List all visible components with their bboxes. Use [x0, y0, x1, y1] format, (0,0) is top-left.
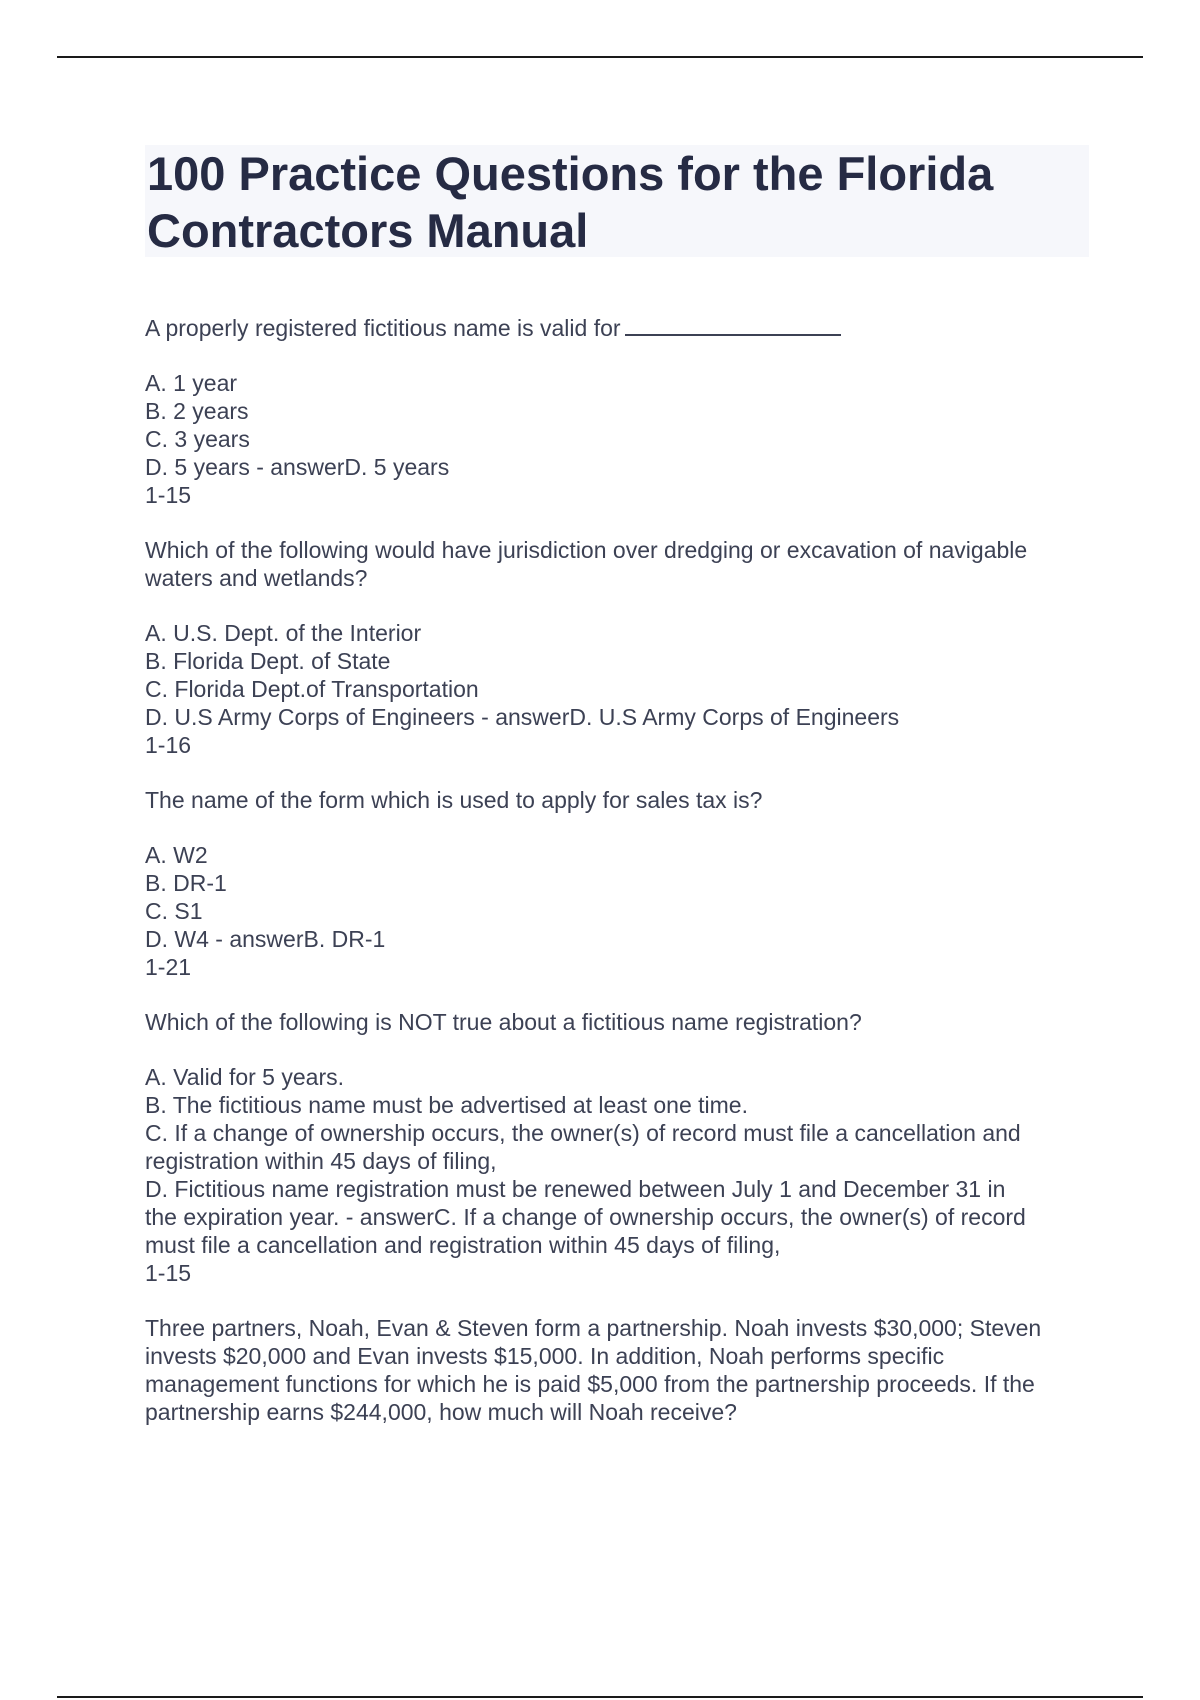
question-3-option-c: C. S1 — [145, 898, 203, 924]
question-1-option-c: C. 3 years — [145, 426, 250, 452]
question-1-option-b: B. 2 years — [145, 398, 249, 424]
question-3 — [145, 786, 1095, 981]
question-4-option-line-5: D. Fictitious name registration must be renewed between July 1 and December 31 in — [145, 1176, 1006, 1202]
question-3-stem: The name of the form which is used to apply for sales tax is? — [145, 787, 763, 813]
question-1-ref: 1-15 — [145, 482, 192, 508]
page-title: 100 Practice Questions for the Florida Contractors Manual — [147, 147, 994, 257]
question-3-option-d: D. W4 - answerB. DR-1 — [145, 926, 386, 952]
question-4-ref: 1-15 — [145, 1260, 192, 1286]
question-1 — [145, 312, 1095, 509]
question-5-stem-line-3: management functions for which he is paid $5,000 from the partnership proceeds. If the — [145, 1371, 1035, 1397]
question-2-option-a: A. U.S. Dept. of the Interior — [145, 620, 422, 646]
title-block — [145, 145, 1089, 257]
question-2-stem-line-2: waters and wetlands? — [145, 565, 368, 591]
question-4 — [145, 1008, 1095, 1287]
question-4-option-line-2: B. The fictitious name must be advertised at least one time. — [145, 1092, 748, 1118]
question-1-stem: A properly registered fictitious name is valid for — [145, 312, 1095, 342]
top-rule — [57, 56, 1143, 58]
question-4-option-line-7: must file a cancellation and registration within 45 days of filing, — [145, 1232, 781, 1258]
question-4-option-line-1: A. Valid for 5 years. — [145, 1064, 344, 1090]
answer-blank — [625, 312, 841, 336]
question-2-ref: 1-16 — [145, 732, 192, 758]
question-2-option-b: B. Florida Dept. of State — [145, 648, 391, 674]
question-4-option-line-6: the expiration year. - answerC. If a change of ownership occurs, the owner(s) of record — [145, 1204, 1026, 1230]
question-2-option-d: D. U.S Army Corps of Engineers - answerD. U.S Army Corps of Engineers — [145, 704, 900, 730]
question-3-option-a: A. W2 — [145, 842, 208, 868]
question-5-stem-line-1: Three partners, Noah, Evan & Steven form a partnership. Noah invests $30,000; Steven — [145, 1315, 1042, 1341]
question-2 — [145, 536, 1095, 759]
question-1-option-d: D. 5 years - answerD. 5 years — [145, 454, 450, 480]
question-3-option-b: B. DR-1 — [145, 870, 227, 896]
question-1-option-a: A. 1 year — [145, 370, 238, 396]
document-body — [145, 312, 1095, 1453]
question-5 — [145, 1314, 1095, 1426]
bottom-rule — [57, 1696, 1143, 1698]
question-3-ref: 1-21 — [145, 954, 192, 980]
question-4-stem: Which of the following is NOT true about a fictitious name registration? — [145, 1009, 862, 1035]
question-5-stem-line-4: partnership earns $244,000, how much will Noah receive? — [145, 1399, 737, 1425]
question-2-stem-line-1: Which of the following would have jurisdiction over dredging or excavation of navigable — [145, 537, 1028, 563]
question-5-stem-line-2: invests $20,000 and Evan invests $15,000. In addition, Noah performs specific — [145, 1343, 945, 1369]
question-4-option-line-4: registration within 45 days of filing, — [145, 1148, 497, 1174]
question-2-option-c: C. Florida Dept.of Transportation — [145, 676, 479, 702]
question-4-option-line-3: C. If a change of ownership occurs, the owner(s) of record must file a cancellation and — [145, 1120, 1021, 1146]
